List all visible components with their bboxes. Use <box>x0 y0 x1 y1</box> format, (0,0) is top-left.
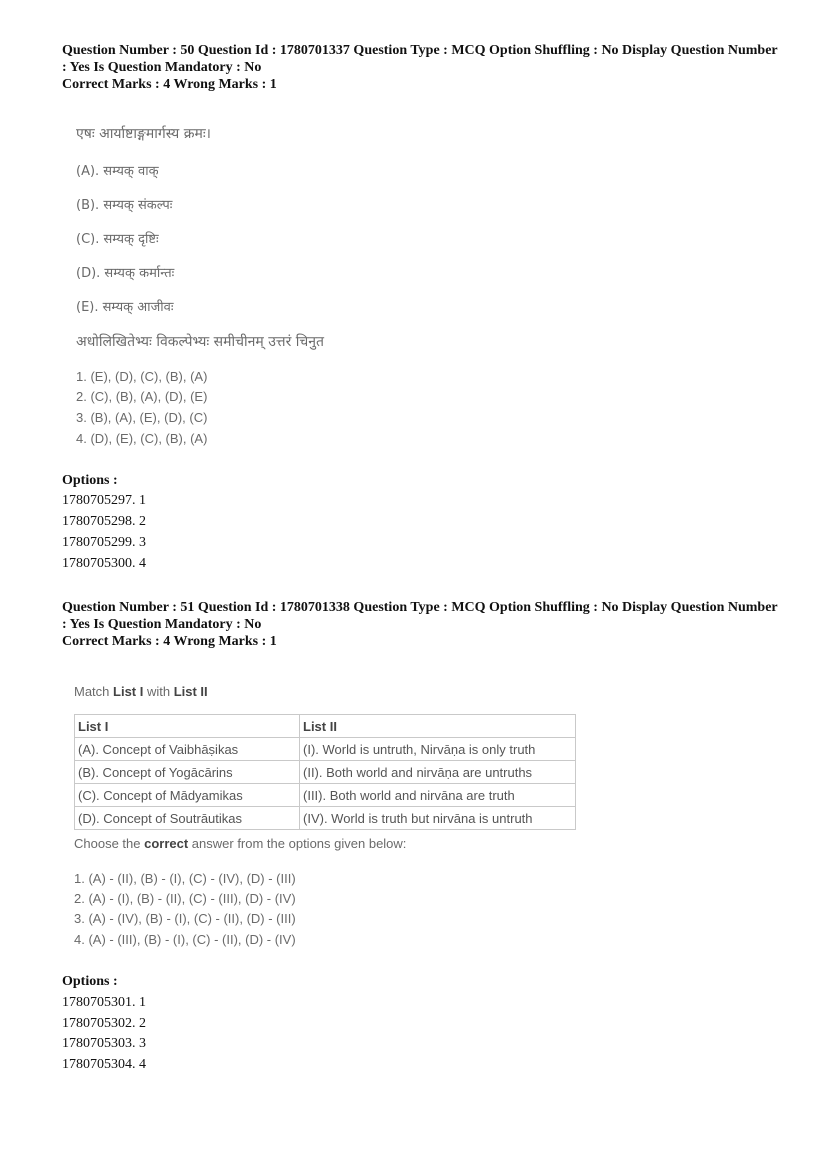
answer-choice: 2. (A) - (I), (B) - (II), (C) - (III), (D) - (IV) <box>74 891 296 906</box>
answer-choice: 3. (A) - (IV), (B) - (I), (C) - (II), (D) - (III) <box>74 911 296 926</box>
table-cell: (II). Both world and nirvāṇa are untruths <box>300 761 576 784</box>
answer-choice: 3. (B), (A), (E), (D), (C) <box>76 410 208 425</box>
question-header-line2: : Yes Is Question Mandatory : No <box>62 60 262 75</box>
option-line: 1780705302. 2 <box>62 1016 146 1031</box>
match-list1: List I <box>113 684 144 699</box>
question-marks: Correct Marks : 4 Wrong Marks : 1 <box>62 634 277 649</box>
statement-item: (E). सम्यक् आजीवः <box>76 300 174 315</box>
answer-choice: 2. (C), (B), (A), (D), (E) <box>76 389 208 404</box>
option-line: 1780705304. 4 <box>62 1057 146 1072</box>
table-row <box>75 784 576 807</box>
table-cell: (I). World is untruth, Nirvāṇa is only truth <box>300 738 576 761</box>
question-instruction: अधोलिखितेभ्यः विकल्पेभ्यः समीचीनम् उत्तरं चिनुत <box>76 334 325 350</box>
statement-item: (D). सम्यक् कर्मान्तः <box>76 266 175 281</box>
question-marks: Correct Marks : 4 Wrong Marks : 1 <box>62 77 277 92</box>
question-header-line1: Question Number : 51 Question Id : 1780701338 Question Type : MCQ Option Shuffling : No Display Question Number <box>62 600 778 615</box>
question-header-line1: Question Number : 50 Question Id : 1780701337 Question Type : MCQ Option Shuffling : No Display Question Number <box>62 43 778 58</box>
option-line: 1780705297. 1 <box>62 493 146 508</box>
table-cell: (B). Concept of Yogācārins <box>75 761 300 784</box>
option-line: 1780705299. 3 <box>62 535 146 550</box>
option-line: 1780705303. 3 <box>62 1036 146 1051</box>
statement-item: (A). सम्यक् वाक् <box>76 164 159 179</box>
table-header-row <box>75 715 576 738</box>
statement-item: (C). सम्यक् दृष्टिः <box>76 232 159 247</box>
table-cell: (IV). World is truth but nirvāna is untruth <box>300 807 576 830</box>
match-instruction <box>74 684 208 699</box>
option-line: 1780705301. 1 <box>62 995 146 1010</box>
table-cell: (C). Concept of Mādyamikas <box>75 784 300 807</box>
answer-choice: 4. (D), (E), (C), (B), (A) <box>76 431 208 446</box>
match-with: with <box>143 684 174 699</box>
match-prefix: Match <box>74 684 114 699</box>
table-cell: (D). Concept of Soutrāutikas <box>75 807 300 830</box>
table-row <box>75 807 576 830</box>
answer-choice: 1. (A) - (II), (B) - (I), (C) - (IV), (D) - (III) <box>74 871 296 886</box>
table-header-cell: List II <box>300 715 576 738</box>
answer-choice: 4. (A) - (III), (B) - (I), (C) - (II), (D) - (IV) <box>74 932 296 947</box>
table-cell: (III). Both world and nirvāna are truth <box>300 784 576 807</box>
options-label: Options : <box>62 473 118 488</box>
table-row <box>75 761 576 784</box>
question-stem: एषः आर्याष्टाङ्गमार्गस्य क्रमः। <box>76 126 211 142</box>
option-line: 1780705298. 2 <box>62 514 146 529</box>
table-row <box>75 738 576 761</box>
answer-choice: 1. (E), (D), (C), (B), (A) <box>76 369 208 384</box>
table-cell: (A). Concept of Vaibhāṣikas <box>75 738 300 761</box>
choose-prefix: Choose the <box>74 836 145 851</box>
statement-item: (B). सम्यक् संकल्पः <box>76 198 173 213</box>
match-table <box>74 714 576 830</box>
options-label: Options : <box>62 974 118 989</box>
match-list2: List II <box>173 684 208 699</box>
question-header <box>62 599 778 650</box>
question-header <box>62 42 778 93</box>
choose-suffix: answer from the options given below: <box>188 836 407 851</box>
choose-bold: correct <box>144 836 189 851</box>
table-header-cell: List I <box>75 715 300 738</box>
choose-instruction <box>74 836 406 851</box>
question-header-line2: : Yes Is Question Mandatory : No <box>62 617 262 632</box>
option-line: 1780705300. 4 <box>62 556 146 571</box>
